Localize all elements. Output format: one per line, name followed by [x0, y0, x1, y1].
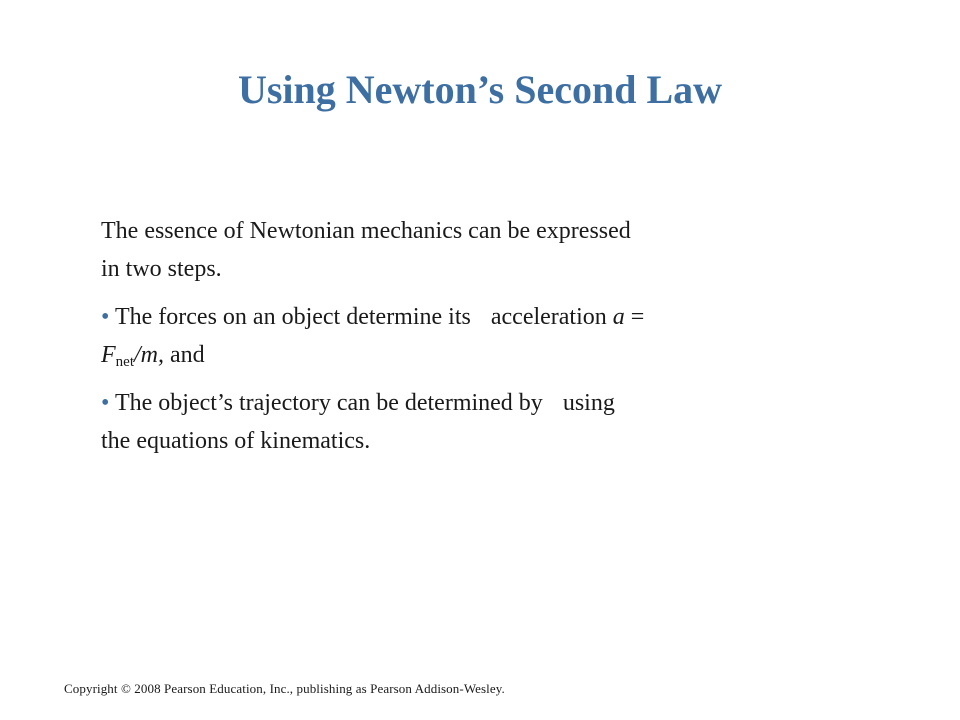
copyright-footer: Copyright © 2008 Pearson Education, Inc., publishing as Pearson Addison-Wesley.	[64, 681, 505, 696]
bullet-marker: •	[101, 390, 110, 416]
intro-paragraph	[101, 212, 861, 288]
bullet-1-text-b: acceleration	[490, 304, 607, 330]
bullet-item-trajectory	[101, 384, 861, 460]
intro-line-1: The essence of Newtonian mechanics can be expressed	[101, 218, 631, 244]
bullet-2-text-b: using	[562, 390, 615, 416]
variable-a: a	[612, 304, 625, 330]
subscript-net: net	[115, 354, 134, 370]
bullet-1-text-a: The forces on an object determine its	[114, 304, 471, 330]
slide-body	[101, 212, 861, 470]
slide-title: Using Newton’s Second Law	[237, 67, 723, 112]
divide-by-m: /m,	[134, 342, 164, 368]
intro-line-2: in two steps.	[101, 256, 222, 282]
bullet-1-text-c: and	[170, 342, 205, 368]
bullet-2-line-2: the equations of kinematics.	[101, 428, 371, 454]
bullet-item-forces	[101, 298, 861, 374]
bullet-2-text-a: The object’s trajectory can be determined by	[114, 390, 543, 416]
bullet-marker: •	[101, 304, 110, 330]
variable-F: F	[101, 342, 116, 368]
equals-sign: =	[630, 304, 645, 330]
